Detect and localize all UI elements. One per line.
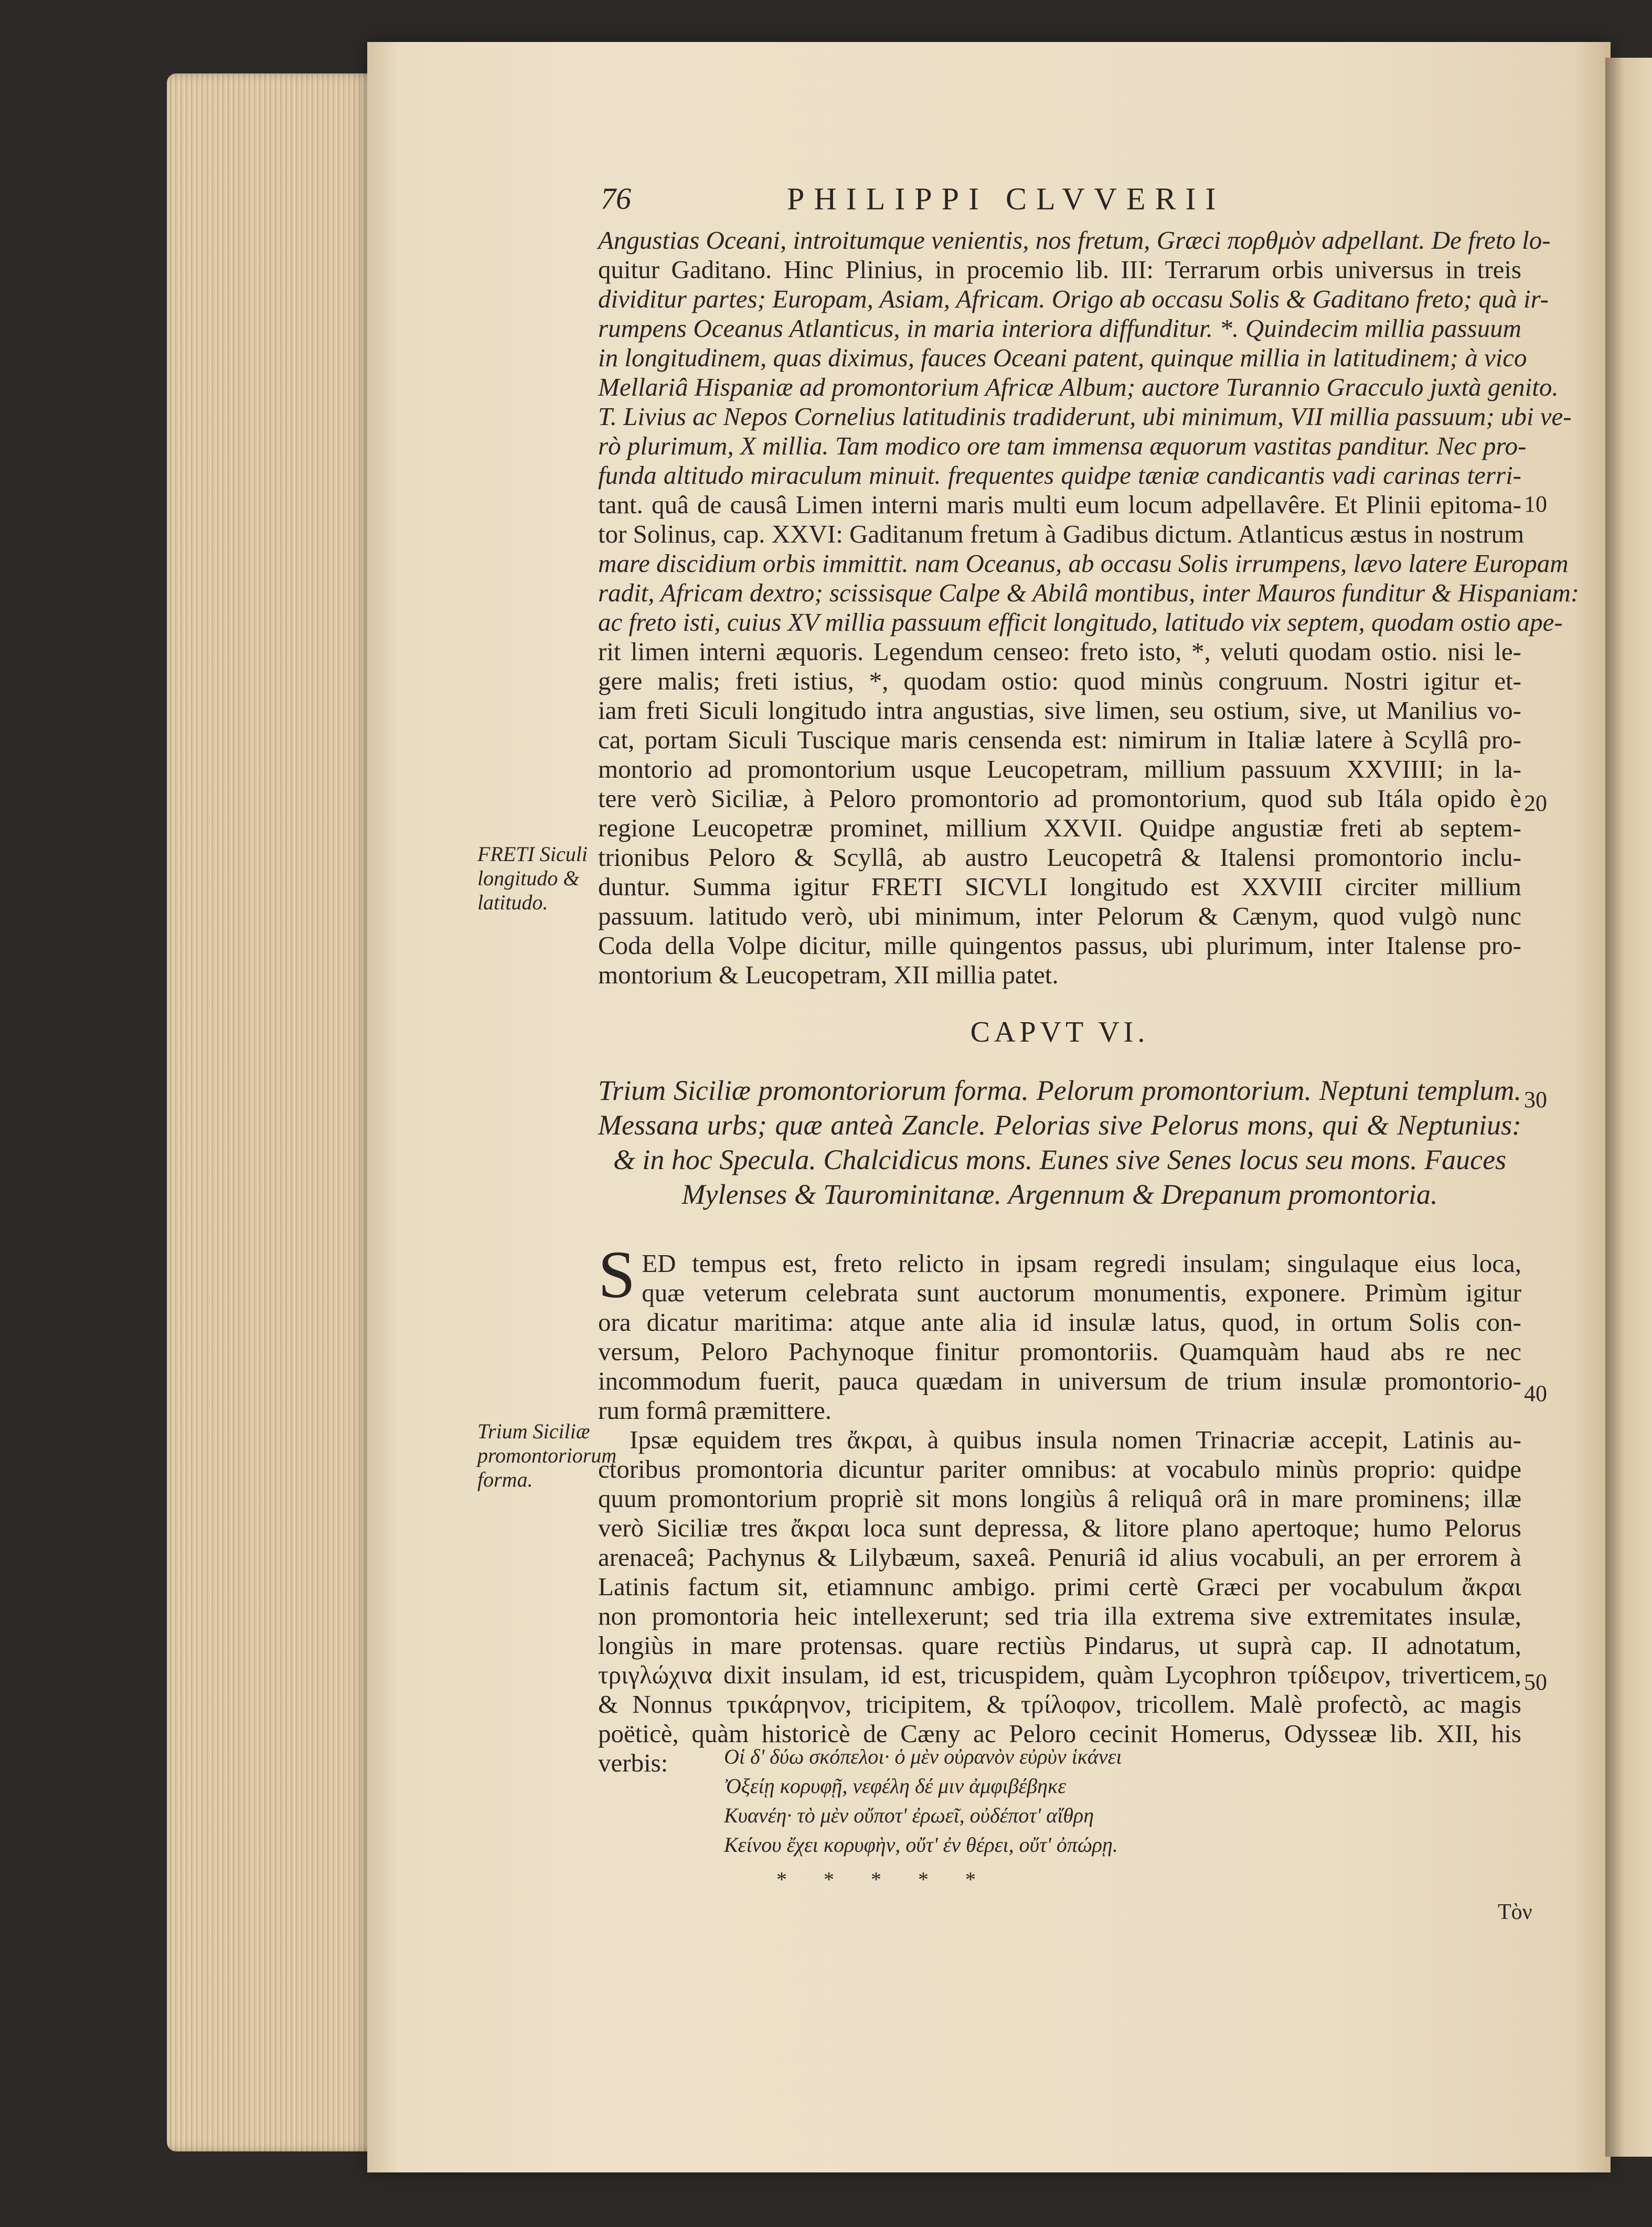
- text-line: funda altitudo miraculum minuit. frequentes quidpe tæniæ candicantis vadi carinas terri-: [598, 461, 1521, 490]
- text-line: Mellariâ Hispaniæ ad promontorium Africæ Album; auctore Turannio Gracculo juxtà genito.: [598, 373, 1559, 401]
- text-line: montorium & Leucopetram, XII millia patet.: [598, 960, 1059, 989]
- text-line: Angustias Oceani, introitumque venientis, nos fretum, Græci πορθμὸν adpellant. De freto lo-: [598, 226, 1551, 254]
- chapter-body: [598, 1237, 1521, 1778]
- text-line: rò plurimum, X millia. Tam modico ore tam immensa æquorum vastitas panditur. Nec pro-: [598, 431, 1527, 460]
- summary-line: & in hoc Specula. Chalcidicus mons. Eunes sive Senes locus seu mons. Fauces: [613, 1144, 1507, 1175]
- summary-line: Trium Siciliæ promontoriorum forma. Pelorum promontorium. Neptuni templum.: [598, 1075, 1521, 1106]
- text-line: cat, portam Siculi Tuscique maris censenda est: nimirum in Italiæ latere à Scyllâ pro-: [598, 725, 1521, 754]
- text-line: iam freti Siculi longitudo intra angustias, sive limen, seu ostium, sive, ut Manilius vo-: [598, 696, 1521, 725]
- text-line: duntur. Summa igitur FRETI SICVLI longitudo est XXVIII circiter millium: [598, 872, 1521, 901]
- line-number: 40: [1524, 1381, 1547, 1406]
- summary-line: Messana urbs; quæ anteà Zancle. Pelorias sive Pelorus mons, qui & Neptunius:: [598, 1109, 1521, 1141]
- facing-page-edge: [1605, 58, 1652, 2157]
- drop-cap: S: [598, 1237, 636, 1312]
- body-line: Latinis factum sit, etiamnunc ambigo. primi certè Græci per vocabulum ἄκραι: [598, 1572, 1521, 1601]
- text-line: in longitudinem, quas diximus, fauces Oceani patent, quinque millia in latitudinem; à vico: [598, 343, 1527, 372]
- catchword: Τὸν: [1498, 1900, 1532, 1924]
- body-line: versum, Peloro Pachynoque finitur promontoriis. Quamquàm haud abs re nec: [598, 1337, 1521, 1366]
- text-line: tor Solinus, cap. XXVI: Gaditanum fretum à Gadibus dictum. Atlanticus æstus in nostrum: [598, 519, 1525, 548]
- text-line: tere verò Siciliæ, à Peloro promontorio ad promontorium, quod sub Itála opido è: [598, 784, 1521, 813]
- text-line: T. Livius ac Nepos Cornelius latitudinis tradiderunt, ubi minimum, VII millia passuum; ubi ve-: [598, 402, 1572, 431]
- body-line: Ipsæ equidem tres ἄκραι, à quibus insula nomen Trinacriæ accepit, Latinis au-: [630, 1425, 1521, 1454]
- text-line: passuum. latitudo verò, ubi minimum, inter Pelorum & Cænym, quod vulgò nunc: [598, 902, 1521, 930]
- text-line: trionibus Peloro & Scyllâ, ab austro Leucopetrâ & Italensi promontorio inclu-: [598, 843, 1521, 872]
- body-line: longiùs in mare protensas. quare rectiùs Pindarus, ut suprà cap. II adnotatum,: [598, 1631, 1521, 1660]
- body-line: & Nonnus τρικάρηνον, tricipitem, & τρίλοφον, tricollem. Malè profectò, ac magis: [598, 1690, 1521, 1719]
- line-number: 20: [1524, 790, 1547, 816]
- text-line: rumpens Oceanus Atlanticus, in maria interiora diffunditur. *. Quindecim millia passuum: [598, 314, 1521, 343]
- body-line: rum formâ præmittere.: [598, 1396, 832, 1425]
- text-line: dividitur partes; Europam, Asiam, Africam. Origo ab occasu Solis & Gaditano freto; quà ir-: [598, 284, 1549, 313]
- chapter-summary: [598, 1073, 1521, 1212]
- greek-verse-line: Ὀξείῃ κορυφῇ, νεφέλη δέ μιν ἀμφιβέβηκε: [724, 1774, 1066, 1798]
- text-line: ac freto isti, cuius XV millia passuum efficit longitudo, latitudo vix septem, quodam ostio ape-: [598, 608, 1563, 637]
- greek-quotation: [724, 1742, 1122, 1860]
- running-title: PHILIPPI CLVVERII: [787, 182, 1225, 216]
- body-line: non promontoria heic intellexerunt; sed tria illa extrema sive extremitates insulæ,: [598, 1602, 1521, 1630]
- running-header: [601, 181, 1550, 228]
- body-line: poëticè, quàm historicè de Cæny ac Peloro cecinit Homerus, Odysseæ lib. XII, his: [598, 1719, 1521, 1748]
- body-line: arenaceâ; Pachynus & Lilybæum, saxeâ. Penuriâ id alius vocabuli, an per errorem à: [598, 1543, 1521, 1572]
- chapter-heading: CAPVT VI.: [970, 1016, 1149, 1048]
- summary-line: Mylenses & Taurominitanæ. Argennum & Drepanum promontoria.: [681, 1179, 1438, 1210]
- text-line: rit limen interni æquoris. Legendum censeo: freto isto, *, veluti quodam ostio. nisi le-: [598, 637, 1521, 666]
- margin-note-promontoria: Trium Siciliæ promontoriorum forma.: [477, 1419, 617, 1491]
- text-line: montorio ad promontorium usque Leucopetram, millium passuum XXVIIII; in la-: [598, 755, 1521, 783]
- margin-note-freti: FRETI Siculi longitudo & latitudo.: [477, 842, 588, 914]
- body-line: τριγλώχινα dixit insulam, id est, tricuspidem, quàm Lycophron τρίδειρον, triverticem,: [598, 1660, 1521, 1689]
- line-number: 10: [1524, 491, 1547, 517]
- body-line: ora dicatur maritima: atque ante alia id insulæ latus, quod, in ortum Solis con-: [598, 1308, 1521, 1337]
- text-line: mare discidium orbis immittit. nam Oceanus, ab occasu Solis irrumpens, lævo latere Europam: [598, 549, 1569, 578]
- line-number: 50: [1524, 1669, 1547, 1695]
- page-number: 76: [601, 182, 631, 216]
- book-fore-edge: [167, 73, 382, 2151]
- greek-verse-line: Κυανέη· τὸ μὲν οὔποτ' ἐρωεῖ, οὐδέποτ' αἴθρη: [724, 1804, 1094, 1827]
- text-line: Coda della Volpe dicitur, mille quingentos passus, ubi plurimum, inter Italense pro-: [598, 931, 1521, 960]
- body-line: ED tempus est, freto relicto in ipsam regredi insulam; singulaque eius loca,: [642, 1249, 1521, 1278]
- body-line: ctoribus promontoria dicuntur pariter omnibus: at vocabulo minùs proprio: quidpe: [598, 1455, 1521, 1483]
- body-line: verbis:: [598, 1748, 668, 1777]
- text-line: radit, Africam dextro; scissisque Calpe & Abilâ montibus, inter Mauros funditur & Hispaniam:: [598, 578, 1580, 607]
- body-line: incommodum fuerit, pauca quædam in universum de trium insulæ promontorio-: [598, 1366, 1521, 1395]
- text-line: tant. quâ de causâ Limen interni maris multi eum locum adpellavêre. Et Plinii epitoma-: [598, 490, 1521, 519]
- greek-verse-line: Κείνου ἔχει κορυφὴν, οὔτ' ἐν θέρει, οὔτ' ὀπώρῃ.: [724, 1833, 1118, 1857]
- text-line: regione Leucopetræ prominet, millium XXVII. Quidpe angustiæ freti ab septem-: [598, 813, 1521, 842]
- line-number: 30: [1524, 1087, 1547, 1112]
- asterisk-ornament: * * * * *: [776, 1868, 992, 1891]
- body-line: quæ veterum celebrata sunt auctorum monumentis, exponere. Primùm igitur: [642, 1278, 1521, 1307]
- body-line: verò Siciliæ tres ἄκραι loca sunt depressa, & litore plano apertoque; humo Pelorus: [598, 1513, 1521, 1542]
- greek-verse-line: Οἱ δ' δύω σκόπελοι· ὁ μὲν οὐρανὸν εὐρὺν ἱκάνει: [724, 1745, 1122, 1768]
- text-line: quitur Gaditano. Hinc Plinius, in procemio lib. III: Terrarum orbis universus in treis: [598, 255, 1521, 284]
- body-line: quum promontorium propriè sit mons longiùs â reliquâ orâ in mare prominens; illæ: [598, 1484, 1521, 1513]
- text-line: gere malis; freti istius, *, quodam ostio: quod minùs congruum. Nostri igitur et-: [598, 666, 1521, 695]
